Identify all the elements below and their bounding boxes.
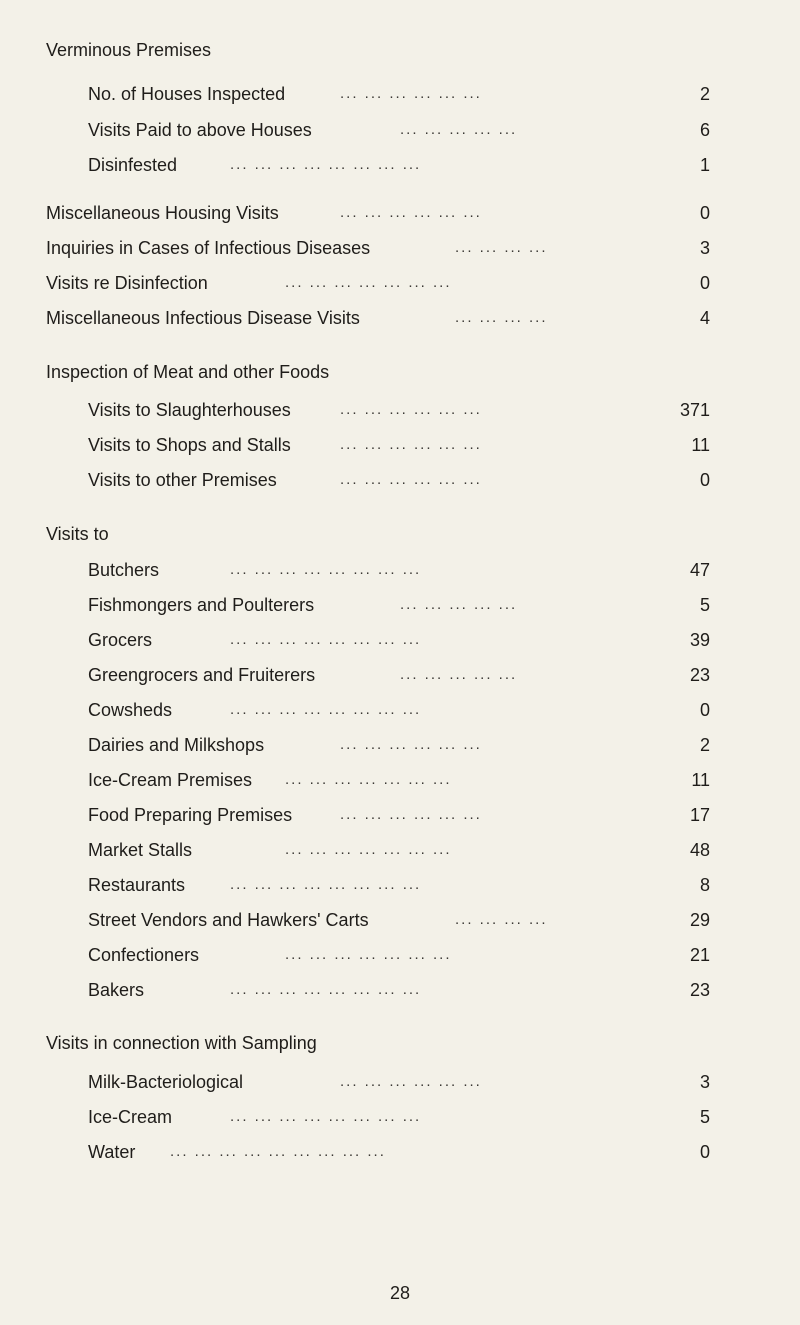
leader-dots: ... ... ... ... ... ... (340, 85, 482, 102)
row-value: 0 (699, 700, 710, 720)
leader-dots: ... ... ... ... ... ... (340, 471, 482, 488)
table-row (0, 975, 800, 1005)
row-label: Ice-Cream (88, 1107, 173, 1127)
table-row (0, 835, 800, 865)
table-row (0, 660, 800, 690)
row-label: Street Vendors and Hawkers' Carts (88, 910, 369, 930)
leader-dots: ... ... ... ... ... (400, 596, 518, 613)
table-row (0, 940, 800, 970)
row-value: 11 (691, 770, 710, 790)
row-value: 17 (689, 805, 710, 825)
table-row (0, 1067, 800, 1097)
table-row (0, 303, 800, 333)
table-row (0, 79, 800, 109)
table-row (0, 430, 800, 460)
table-row (0, 625, 800, 655)
table-row (0, 590, 800, 620)
row-value: 0 (699, 1142, 710, 1162)
table-row (0, 115, 800, 145)
row-value: 39 (689, 630, 710, 650)
leader-dots: ... ... ... ... ... ... ... ... (230, 631, 422, 648)
row-label: Visits Paid to above Houses (88, 120, 312, 140)
row-value: 1 (699, 155, 710, 175)
row-value: 2 (699, 735, 710, 755)
row-value: 29 (689, 910, 710, 930)
table-row (0, 268, 800, 298)
row-value: 47 (689, 560, 710, 580)
section-heading-visits-to: Visits to (46, 524, 109, 544)
row-value: 5 (699, 595, 710, 615)
leader-dots: ... ... ... ... ... ... ... ... (230, 981, 422, 998)
table-row (0, 765, 800, 795)
leader-dots: ... ... ... ... ... ... ... ... (230, 156, 422, 173)
leader-dots: ... ... ... ... ... ... (340, 204, 482, 221)
leader-dots: ... ... ... ... ... ... ... (285, 841, 452, 858)
table-row (0, 870, 800, 900)
row-label: Fishmongers and Poulterers (88, 595, 315, 615)
table-row (0, 800, 800, 830)
table-row (0, 395, 800, 425)
leader-dots: ... ... ... ... (455, 911, 548, 928)
row-label: No. of Houses Inspected (88, 84, 286, 104)
table-row (0, 905, 800, 935)
leader-dots: ... ... ... ... ... ... ... (285, 946, 452, 963)
row-value: 23 (689, 665, 710, 685)
row-label: Dairies and Milkshops (88, 735, 265, 755)
leader-dots: ... ... ... ... ... ... ... ... ... (170, 1143, 386, 1160)
row-value: 0 (699, 273, 710, 293)
table-row (0, 1102, 800, 1132)
section-heading-meat-inspection: Inspection of Meat and other Foods (46, 362, 330, 382)
leader-dots: ... ... ... ... ... ... (340, 436, 482, 453)
row-value: 2 (699, 84, 710, 104)
row-label: Visits re Disinfection (46, 273, 208, 293)
row-label: Milk-Bacteriological (88, 1072, 244, 1092)
row-label: Confectioners (88, 945, 200, 965)
row-label: Miscellaneous Infectious Disease Visits (46, 308, 360, 328)
section-heading-sampling: Visits in connection with Sampling (46, 1033, 317, 1053)
leader-dots: ... ... ... ... ... ... ... ... (230, 701, 422, 718)
row-value: 0 (699, 203, 710, 223)
row-label: Market Stalls (88, 840, 193, 860)
row-label: Water (88, 1142, 136, 1162)
row-label: Miscellaneous Housing Visits (46, 203, 279, 223)
leader-dots: ... ... ... ... ... ... ... ... (230, 876, 422, 893)
table-row (0, 233, 800, 263)
table-row (0, 695, 800, 725)
leader-dots: ... ... ... ... ... (400, 666, 518, 683)
row-value: 23 (689, 980, 710, 1000)
row-value: 5 (699, 1107, 710, 1127)
leader-dots: ... ... ... ... (455, 239, 548, 256)
table-row (0, 198, 800, 228)
row-label: Disinfested (88, 155, 178, 175)
row-label: Visits to Slaughterhouses (88, 400, 291, 420)
row-label: Greengrocers and Fruiterers (88, 665, 316, 685)
table-row (0, 465, 800, 495)
row-label: Bakers (88, 980, 145, 1000)
row-value: 3 (699, 1072, 710, 1092)
row-label: Butchers (88, 560, 160, 580)
row-value: 6 (699, 120, 710, 140)
row-label: Inquiries in Cases of Infectious Diseases (46, 238, 371, 258)
leader-dots: ... ... ... ... ... (400, 121, 518, 138)
row-value: 21 (689, 945, 710, 965)
leader-dots: ... ... ... ... ... ... (340, 1073, 482, 1090)
row-label: Food Preparing Premises (88, 805, 293, 825)
leader-dots: ... ... ... ... ... ... (340, 401, 482, 418)
row-value: 48 (689, 840, 710, 860)
row-label: Grocers (88, 630, 153, 650)
page-number: 28 (389, 1283, 411, 1303)
table-row (0, 730, 800, 760)
table-row (0, 1137, 800, 1167)
row-value: 3 (699, 238, 710, 258)
row-value: 371 (679, 400, 710, 420)
row-value: 4 (699, 308, 710, 328)
row-value: 8 (699, 875, 710, 895)
row-label: Ice-Cream Premises (88, 770, 253, 790)
leader-dots: ... ... ... ... ... ... (340, 806, 482, 823)
row-label: Visits to other Premises (88, 470, 277, 490)
leader-dots: ... ... ... ... ... ... ... (285, 274, 452, 291)
table-row (0, 555, 800, 585)
leader-dots: ... ... ... ... ... ... ... ... (230, 1108, 422, 1125)
row-label: Cowsheds (88, 700, 173, 720)
leader-dots: ... ... ... ... (455, 309, 548, 326)
row-label: Visits to Shops and Stalls (88, 435, 291, 455)
row-label: Restaurants (88, 875, 186, 895)
leader-dots: ... ... ... ... ... ... ... ... (230, 561, 422, 578)
row-value: 11 (691, 435, 710, 455)
leader-dots: ... ... ... ... ... ... (340, 736, 482, 753)
row-value: 0 (699, 470, 710, 490)
section-heading-verminous-premises: Verminous Premises (46, 40, 212, 60)
leader-dots: ... ... ... ... ... ... ... (285, 771, 452, 788)
table-row (0, 150, 800, 180)
